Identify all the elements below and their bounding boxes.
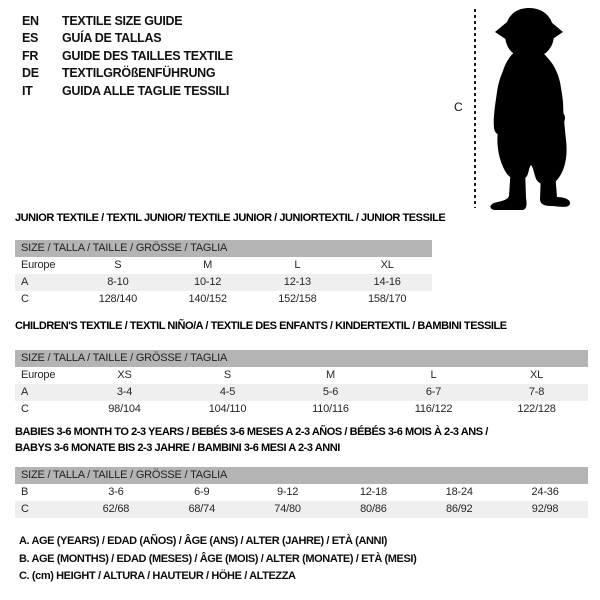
table-cell: 7-8 xyxy=(528,386,545,398)
language-code: EN xyxy=(22,13,39,28)
babies-table-title-line1: BABIES 3-6 MONTH TO 2-3 YEARS / BEBÉS 3-6 MESES A 2-3 AÑOS / BÉBÉS 3-6 MOIS À 2-3 ANS / xyxy=(15,426,488,438)
language-label: TEXTILE SIZE GUIDE xyxy=(62,13,183,28)
table-row xyxy=(15,401,588,418)
babies-size-table xyxy=(15,467,588,518)
language-row xyxy=(22,12,233,30)
language-code: ES xyxy=(22,31,39,46)
table-cell: S xyxy=(223,369,232,381)
language-code: IT xyxy=(22,83,33,98)
table-cell: M xyxy=(203,259,213,271)
language-code: FR xyxy=(22,48,39,63)
table-cell: 74/80 xyxy=(274,503,301,515)
table-row xyxy=(15,274,432,291)
language-label: GUIDA ALLE TAGLIE TESSILI xyxy=(62,83,230,98)
language-row xyxy=(22,65,233,83)
table-cell: 62/68 xyxy=(102,503,130,515)
row-label: C xyxy=(21,293,29,305)
row-label: Europe xyxy=(21,259,56,271)
table-row xyxy=(15,484,588,501)
babies-table-title-line2: BABYS 3-6 MONATE BIS 2-3 JAHRE / BAMBINI 3-6 MESI A 2-3 ANNI xyxy=(15,442,340,454)
note-height-cm: C. (cm) HEIGHT / ALTURA / HAUTEUR / HÖHE / ALTEZZA xyxy=(19,570,296,582)
language-label: GUIDE DES TAILLES TEXTILE xyxy=(62,48,233,63)
children-table-title: CHILDREN'S TEXTILE / TEXTIL NIÑO/A / TEXTILE DES ENFANTS / KINDERTEXTIL / BAMBINI TESSILE xyxy=(15,320,507,332)
table-row xyxy=(15,384,588,401)
size-header-bar: SIZE / TALLA / TAILLE / GRÖSSE / TAGLIA xyxy=(15,350,588,367)
table-cell: 14-16 xyxy=(373,276,401,288)
language-label: TEXTILGRÖßENFÜHRUNG xyxy=(62,66,216,81)
table-row xyxy=(15,291,432,308)
table-cell: 92/98 xyxy=(531,503,559,515)
size-header-bar: SIZE / TALLA / TAILLE / GRÖSSE / TAGLIA xyxy=(15,467,588,484)
table-cell: 140/152 xyxy=(188,293,227,305)
note-age-years: A. AGE (YEARS) / EDAD (AÑOS) / ÂGE (ANS) / ALTER (JAHRE) / ETÀ (ANNI) xyxy=(19,535,387,547)
table-cell: 5-6 xyxy=(322,386,339,398)
table-cell: 122/128 xyxy=(517,403,556,415)
table-body xyxy=(15,367,588,418)
table-cell: 24-36 xyxy=(531,486,559,498)
table-cell: XL xyxy=(529,369,544,381)
table-cell: 86/92 xyxy=(445,503,473,515)
table-cell: 98/104 xyxy=(108,403,141,415)
table-cell: 3-4 xyxy=(116,386,133,398)
legend-notes xyxy=(19,535,416,588)
language-title-block xyxy=(22,12,233,100)
table-cell: M xyxy=(326,369,335,381)
height-measure-label: C xyxy=(454,100,463,114)
table-cell: 10-12 xyxy=(194,276,222,288)
language-code: DE xyxy=(22,66,39,81)
table-cell: 116/122 xyxy=(414,403,453,415)
height-dashed-line xyxy=(474,9,476,208)
row-label: A xyxy=(21,276,29,288)
language-row xyxy=(22,47,233,65)
table-cell: 3-6 xyxy=(108,486,124,498)
table-body xyxy=(15,484,588,518)
table-cell: 12-13 xyxy=(283,276,311,288)
note-age-months: B. AGE (MONTHS) / EDAD (MESES) / ÂGE (MOIS) / ALTER (MONATE) / ETÀ (MESI) xyxy=(19,552,417,565)
table-cell: 110/116 xyxy=(312,403,349,415)
language-label: GUÍA DE TALLAS xyxy=(62,31,162,46)
table-cell: 8-10 xyxy=(107,276,129,288)
table-cell: 158/170 xyxy=(367,293,407,305)
table-cell: 12-18 xyxy=(359,486,387,498)
table-cell: 9-12 xyxy=(276,486,299,498)
children-size-table xyxy=(15,350,588,418)
table-cell: 128/140 xyxy=(98,293,138,305)
row-label: B xyxy=(21,486,29,498)
table-cell: XL xyxy=(380,259,394,271)
size-header-bar: SIZE / TALLA / TAILLE / GRÖSSE / TAGLIA xyxy=(15,240,432,257)
table-cell: 80/86 xyxy=(360,503,387,515)
table-body xyxy=(15,257,432,308)
table-row xyxy=(15,367,588,384)
junior-table-title: JUNIOR TEXTILE / TEXTIL JUNIOR/ TEXTILE JUNIOR / JUNIORTEXTIL / JUNIOR TESSILE xyxy=(15,212,446,224)
table-cell: L xyxy=(294,259,301,271)
table-cell: XS xyxy=(117,369,132,381)
table-cell: 6-7 xyxy=(425,386,442,398)
table-cell: 6-9 xyxy=(194,486,210,498)
table-cell: 18-24 xyxy=(445,486,473,498)
row-label: C xyxy=(21,403,29,415)
table-row xyxy=(15,257,432,274)
table-cell: 104/110 xyxy=(208,403,247,415)
table-cell: 4-5 xyxy=(219,386,236,398)
language-row xyxy=(22,30,233,48)
row-label: C xyxy=(21,503,29,515)
language-row xyxy=(22,82,233,100)
row-label: Europe xyxy=(21,369,56,381)
junior-size-table xyxy=(15,240,432,308)
table-cell: L xyxy=(430,369,437,381)
table-cell: 68/74 xyxy=(188,503,215,515)
table-cell: S xyxy=(114,259,122,271)
table-cell: 152/158 xyxy=(278,293,317,305)
table-row xyxy=(15,501,588,518)
baby-silhouette-icon xyxy=(484,6,572,210)
row-label: A xyxy=(21,386,29,398)
